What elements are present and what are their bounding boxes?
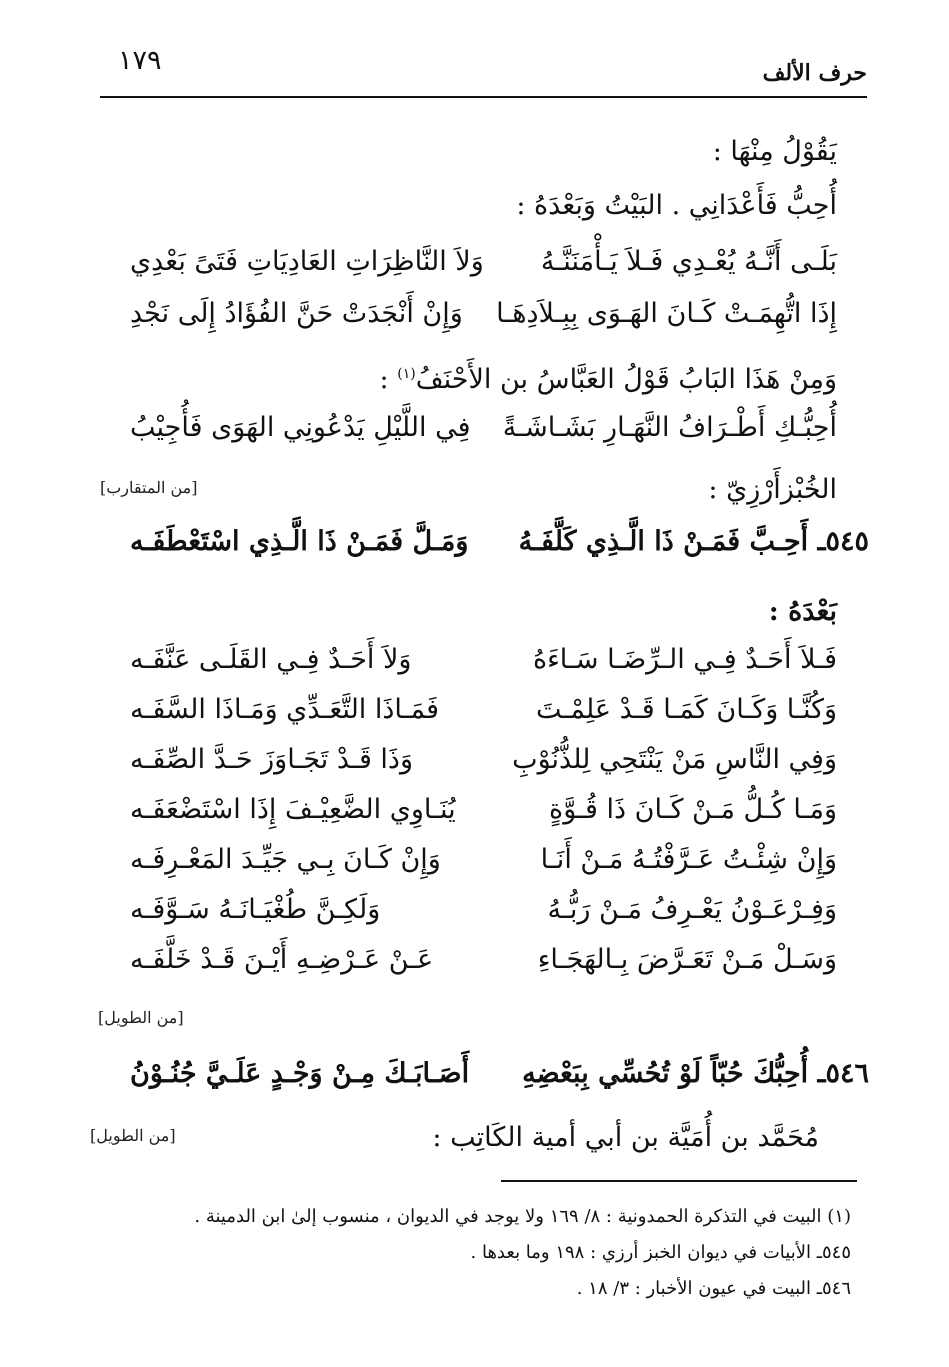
attribution-colon: : xyxy=(379,364,398,395)
verse-hemistich-right: فَـلاَ أَحَـدٌ فِـي الـرِّضَـا سَـاءَهُ xyxy=(532,644,837,675)
running-header: حرف الألف xyxy=(762,60,867,86)
verse-hemistich-right: وَإِنْ شِئْـتُ عَـرَّفْتُـهُ مَـنْ أَنَـا xyxy=(540,844,837,875)
verse-545-left: وَمَـلَّ فَمَـنْ ذَا الَّـذِي اسْتَعْطَفَـه xyxy=(130,526,469,557)
verse-545-right: ٥٤٥ـ أَحِـبَّ فَمَـنْ ذَا الَّـذِي كَلَّفَـهُ xyxy=(518,526,869,557)
meter-label: [من الطويل] xyxy=(98,1008,184,1027)
verse-546-left: أَصَـابَـكَ مِـنْ وَجْـدٍ عَلَـيَّ جُنُـوْنُ xyxy=(130,1058,470,1089)
verse-hemistich-left: وَلاَ أَحَـدٌ فِـي القَلَـى عَنَّفَـه xyxy=(130,644,412,675)
meter-label: [من الطويل] xyxy=(90,1126,176,1145)
intro-line: يَقُوْلُ مِنْهَا : xyxy=(712,136,837,167)
verse-hemistich-right: وَمَـا كُـلُّ مَـنْ كَـانَ ذَا قُـوَّةٍ xyxy=(549,794,837,825)
verse-hemistich-left: يُنَـاوِي الضَّعِيْـفَ إِذَا اسْتَضْعَفَـه xyxy=(130,794,456,825)
verse-hemistich-left: وَلَكِـنَّ طُغْيَـانَـهُ سَـوَّفَـه xyxy=(130,894,381,925)
continuation-label: بَعْدَهُ : xyxy=(768,596,837,627)
poet-name: الخُبْزأَرْزِيّ : xyxy=(708,474,837,505)
verse-hemistich-right: وَفِـرْعَـوْنُ يَعْـرِفُ مَـنْ رَبُّـهُ xyxy=(547,894,837,925)
verse-hemistich-left: فِي اللَّيْلِ يَدْعُونِي الهَوَى فَأُجِيْبُ xyxy=(130,412,471,443)
page-number: ١٧٩ xyxy=(118,45,162,76)
verse-hemistich-right: إِذَا اتُّهِمَـتْ كَـانَ الهَـوَى بِبِـلاَدِهَـا xyxy=(496,298,837,329)
verse-hemistich-left: وَلاَ النَّاظِرَاتِ العَادِيَاتِ فَتَىً بَعْدِي xyxy=(130,246,484,277)
verse-hemistich-left: فَمَـاذَا التَّعَـدِّي وَمَـاذَا السَّفَـه xyxy=(130,694,440,725)
footnote-545: ٥٤٥ـ الأبيات في ديوان الخبز أرزي : ١٩٨ وما بعدها . xyxy=(470,1242,851,1263)
verse-hemistich-right: وَفِي النَّاسِ مَنْ يَنْتَحِي لِلذُّنُوْبِ xyxy=(512,744,837,775)
verse-hemistich-left: وَإِنْ أَنْجَدَتْ حَنَّ الفُؤَادُ إِلَى نَجْدِ xyxy=(130,298,463,329)
verse-hemistich-left: عَـنْ عَـرْضِـهِ أَيْـنَ قَـدْ خَلَّفَـه xyxy=(130,944,434,975)
verse-hemistich-right: وَكُنَّـا وَكَـانَ كَمَـا قَـدْ عَلِمْـتَ xyxy=(535,694,837,725)
header-rule xyxy=(100,96,867,98)
verse-hemistich-left: وَذَا قَـدْ تَجَـاوَزَ حَـدَّ الصِّفَـه xyxy=(130,744,413,775)
verse-hemistich-right: أُحِبُّـكِ أَطْـرَافُ النَّهَـارِ بَشَـاشَـةً xyxy=(502,412,837,443)
attribution-text: وَمِنْ هَذَا البَابُ قَوْلُ العَبَّاسُ بن الأَحْنَفُ xyxy=(415,364,837,395)
verse-hemistich-left: وَإِنْ كَـانَ بِـي جَيِّـدَ المَعْـرِفَـه xyxy=(130,844,441,875)
verse-hemistich-right: وَسَـلْ مَـنْ تَعَـرَّضَ بِـالهَجَـاءِ xyxy=(537,944,837,975)
attribution-line xyxy=(380,354,837,400)
footnote-rule xyxy=(501,1180,857,1182)
poet-name: مُحَمَّد بن أُمَيَّة بن أبي أمية الكَاتِب : xyxy=(432,1122,819,1153)
verse-reference-line: أُحِبُّ فَأَعْدَانِي . البَيْتُ وَبَعْدَهُ : xyxy=(516,190,837,221)
verse-hemistich-right: بَلَـى أَنَّـهُ يُعْـدِي فَـلاَ يَـأْمَنَنَّـهُ xyxy=(540,246,837,277)
meter-label: [من المتقارب] xyxy=(100,478,198,497)
footnote-1: (١) البيت في التذكرة الحمدونية : ٨/ ١٦٩ ولا يوجد في الديوان ، منسوب إلىٰ ابن الدمينة . xyxy=(194,1206,851,1227)
verse-546-right: ٥٤٦ـ أُحِبُّكَ حُبّاً لَوْ تُحُسِّي بِبَعْضِهِ xyxy=(522,1058,869,1089)
footnote-reference: (١) xyxy=(397,366,416,382)
footnote-546: ٥٤٦ـ البيت في عيون الأخبار : ٣/ ١٨ . xyxy=(576,1278,851,1299)
